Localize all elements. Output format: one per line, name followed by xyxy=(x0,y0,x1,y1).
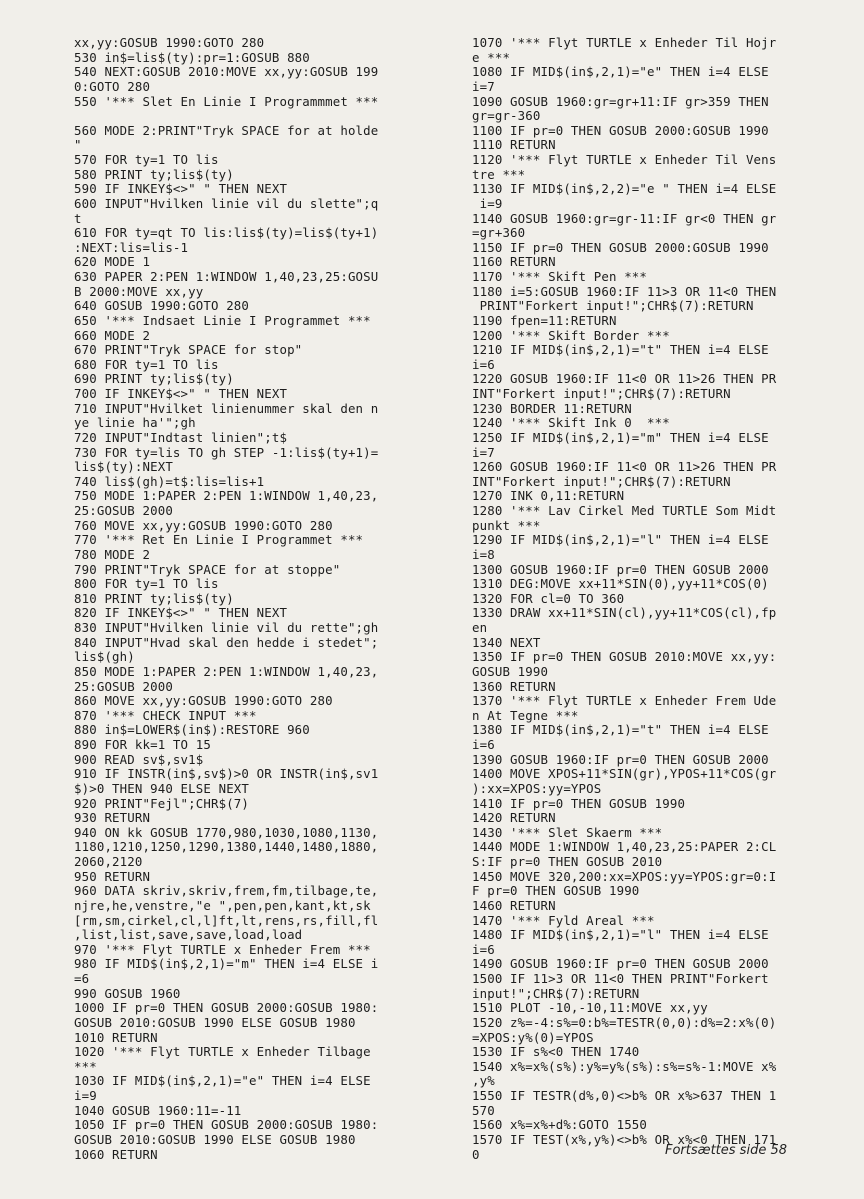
code-line: 620 MODE 1 xyxy=(74,254,151,270)
code-line: 1200 '*** Skift Border *** xyxy=(472,327,670,343)
code-line: GOSUB 1990 xyxy=(472,663,549,679)
code-line: INT"Forkert input!";CHR$(7):RETURN xyxy=(472,473,731,489)
code-line: tre *** xyxy=(472,166,526,182)
code-line: $)>0 THEN 940 ELSE NEXT xyxy=(74,780,250,796)
code-line: 720 INPUT"Indtast linien";t$ xyxy=(74,429,288,445)
code-line: 1060 RETURN xyxy=(74,1146,158,1162)
code-line: ):xx=XPOS:yy=YPOS xyxy=(472,780,602,796)
code-line: GOSUB 2010:GOSUB 1990 ELSE GOSUB 1980 xyxy=(74,1014,356,1030)
code-line: 1420 RETURN xyxy=(472,810,556,826)
code-line: 610 FOR ty=qt TO lis:lis$(ty)=lis$(ty+1) xyxy=(74,225,379,241)
code-line: en xyxy=(472,620,488,635)
code-line: 560 MODE 2:PRINT"Tryk SPACE for at holde xyxy=(74,122,379,138)
code-line: 960 DATA skriv,skriv,frem,fm,tilbage,te, xyxy=(74,883,379,899)
code-line: 980 IF MID$(in$,2,1)="m" THEN i=4 ELSE i xyxy=(74,956,379,972)
code-line: 1430 '*** Slet Skaerm *** xyxy=(472,824,663,840)
continued-note: Fortsættes side 58 xyxy=(665,1143,787,1158)
code-line: S:IF pr=0 THEN GOSUB 2010 xyxy=(472,854,663,869)
code-line: 1050 IF pr=0 THEN GOSUB 2000:GOSUB 1980: xyxy=(74,1117,379,1133)
code-line: 1280 '*** Lav Cirkel Med TURTLE Som Midt xyxy=(472,503,777,518)
code-line: gr=gr-360 xyxy=(472,108,541,124)
code-line: 1370 '*** Flyt TURTLE x Enheder Frem Ude xyxy=(472,693,777,709)
code-line: 1510 PLOT -10,-10,11:MOVE xx,yy xyxy=(472,1000,708,1016)
code-line: 1170 '*** Skift Pen *** xyxy=(472,269,648,284)
code-line: 800 FOR ty=1 TO lis xyxy=(74,576,219,592)
code-line: " xyxy=(74,137,82,153)
code-line: 970 '*** Flyt TURTLE x Enheder Frem *** xyxy=(74,941,371,957)
code-line: INT"Forkert input!";CHR$(7):RETURN xyxy=(472,386,731,401)
code-line: 1240 '*** Skift Ink 0 *** xyxy=(472,415,670,431)
code-line: 2060,2120 xyxy=(74,854,143,869)
code-line: 670 PRINT"Tryk SPACE for stop" xyxy=(74,342,303,358)
code-line: 1140 GOSUB 1960:gr=gr-11:IF gr<0 THEN gr xyxy=(472,210,777,226)
code-line: 930 RETURN xyxy=(74,810,151,826)
code-line: 1450 MOVE 320,200:xx=XPOS:yy=YPOS:gr=0:I xyxy=(472,868,777,884)
code-line: njre,he,venstre,"e ",pen,pen,kant,kt,sk xyxy=(74,897,371,913)
code-line: 1360 RETURN xyxy=(472,678,556,694)
code-line: 1410 IF pr=0 THEN GOSUB 1990 xyxy=(472,795,686,811)
code-line: 1560 x%=x%+d%:GOTO 1550 xyxy=(472,1117,648,1133)
code-line: 940 ON kk GOSUB 1770,980,1030,1080,1130, xyxy=(74,824,379,840)
code-line: 25:GOSUB 2000 xyxy=(74,503,173,518)
code-line: 810 PRINT ty;lis$(ty) xyxy=(74,590,234,606)
code-line: 900 READ sv$,sv1$ xyxy=(74,751,204,767)
code-line: 0 xyxy=(472,1146,480,1162)
code-line: 1180,1210,1250,1290,1380,1440,1480,1880, xyxy=(74,839,379,855)
code-line: 1150 IF pr=0 THEN GOSUB 2000:GOSUB 1990 xyxy=(472,239,769,255)
code-line: punkt *** xyxy=(472,517,541,533)
code-line: 1570 IF TEST(x%,y%)<>b% OR x%<0 THEN 171 xyxy=(472,1131,777,1147)
code-line: 1020 '*** Flyt TURTLE x Enheder Tilbage xyxy=(74,1044,371,1060)
code-line: 1040 GOSUB 1960:11=-11 xyxy=(74,1102,242,1118)
code-line: 1100 IF pr=0 THEN GOSUB 2000:GOSUB 1990 xyxy=(472,122,769,138)
code-line: 1260 GOSUB 1960:IF 11<0 OR 11>26 THEN PR xyxy=(472,459,777,475)
code-line: 1210 IF MID$(in$,2,1)="t" THEN i=4 ELSE xyxy=(472,342,769,358)
code-line: i=7 xyxy=(472,444,495,460)
code-line: 570 xyxy=(472,1102,495,1118)
code-line: 1520 z%=-4:s%=0:b%=TESTR(0,0):d%=2:x%(0) xyxy=(472,1014,777,1030)
code-line: 650 '*** Indsaet Linie I Programmet *** xyxy=(74,312,371,328)
code-line: 950 RETURN xyxy=(74,868,151,884)
code-line: 1350 IF pr=0 THEN GOSUB 2010:MOVE xx,yy: xyxy=(472,649,777,665)
code-line: 1300 GOSUB 1960:IF pr=0 THEN GOSUB 2000 xyxy=(472,561,769,577)
code-line: 920 PRINT"Fejl";CHR$(7) xyxy=(74,795,250,811)
code-line: 770 '*** Ret En Linie I Programmet *** xyxy=(74,532,364,548)
code-line: 640 GOSUB 1990:GOTO 280 xyxy=(74,298,250,314)
code-line: ,y% xyxy=(472,1073,495,1089)
code-line: 1500 IF 11>3 OR 11<0 THEN PRINT"Forkert xyxy=(472,971,769,986)
code-line: 1550 IF TESTR(d%,0)<>b% OR x%>637 THEN 1 xyxy=(472,1088,777,1103)
code-line: 910 IF INSTR(in$,sv$)>0 OR INSTR(in$,sv1 xyxy=(74,766,379,782)
code-line: 850 MODE 1:PAPER 2:PEN 1:WINDOW 1,40,23, xyxy=(74,663,379,679)
code-line: lis$(ty):NEXT xyxy=(74,459,173,475)
code-line: 580 PRINT ty;lis$(ty) xyxy=(74,166,234,182)
code-line: ye linie ha'";gh xyxy=(74,415,196,431)
code-line: lis$(gh) xyxy=(74,649,135,665)
code-line: 750 MODE 1:PAPER 2:PEN 1:WINDOW 1,40,23, xyxy=(74,488,379,504)
code-line: i=6 xyxy=(472,941,495,957)
code-line: =XPOS:y%(0)=YPOS xyxy=(472,1029,594,1045)
code-line: 1230 BORDER 11:RETURN xyxy=(472,400,632,416)
code-line: ,list,list,save,save,load,load xyxy=(74,927,303,943)
code-line: :NEXT:lis=lis-1 xyxy=(74,239,189,255)
code-line: 1530 IF s%<0 THEN 1740 xyxy=(472,1044,640,1060)
code-line: 1380 IF MID$(in$,2,1)="t" THEN i=4 ELSE xyxy=(472,722,769,738)
code-line: i=7 xyxy=(472,78,495,94)
code-line: 780 MODE 2 xyxy=(74,546,151,562)
code-line: 760 MOVE xx,yy:GOSUB 1990:GOTO 280 xyxy=(74,517,333,533)
code-line: 1400 MOVE XPOS+11*SIN(gr),YPOS+11*COS(gr xyxy=(472,766,777,782)
code-line: 1490 GOSUB 1960:IF pr=0 THEN GOSUB 2000 xyxy=(472,956,769,972)
code-line: t xyxy=(74,210,82,226)
code-line: 830 INPUT"Hvilken linie vil du rette";gh xyxy=(74,620,379,635)
code-line: 590 IF INKEY$<>" " THEN NEXT xyxy=(74,181,288,197)
code-line: 1310 DEG:MOVE xx+11*SIN(0),yy+11*COS(0) xyxy=(472,576,769,592)
code-line: 1390 GOSUB 1960:IF pr=0 THEN GOSUB 2000 xyxy=(472,751,769,767)
code-line: =6 xyxy=(74,971,90,986)
code-line: 890 FOR kk=1 TO 15 xyxy=(74,737,211,752)
code-line: 1340 NEXT xyxy=(472,634,541,650)
code-line: 1320 FOR cl=0 TO 360 xyxy=(472,590,625,606)
code-line: 880 in$=LOWER$(in$):RESTORE 960 xyxy=(74,722,310,738)
code-line: 550 '*** Slet En Linie I Programmmet *** xyxy=(74,93,379,109)
code-line: 860 MOVE xx,yy:GOSUB 1990:GOTO 280 xyxy=(74,693,333,709)
code-line: 530 in$=lis$(ty):pr=1:GOSUB 880 xyxy=(74,49,310,65)
code-line: 990 GOSUB 1960 xyxy=(74,985,181,1001)
code-line: 540 NEXT:GOSUB 2010:MOVE xx,yy:GOSUB 199 xyxy=(74,64,379,80)
code-line: 630 PAPER 2:PEN 1:WINDOW 1,40,23,25:GOSU xyxy=(74,269,379,284)
code-line: 1460 RETURN xyxy=(472,897,556,913)
code-line: 1440 MODE 1:WINDOW 1,40,23,25:PAPER 2:CL xyxy=(472,839,777,855)
code-line: i=9 xyxy=(472,195,503,211)
code-line: 870 '*** CHECK INPUT *** xyxy=(74,707,257,723)
code-line: 25:GOSUB 2000 xyxy=(74,678,173,694)
code-line: GOSUB 2010:GOSUB 1990 ELSE GOSUB 1980 xyxy=(74,1131,356,1147)
code-line: 660 MODE 2 xyxy=(74,327,151,343)
code-line: [rm,sm,cirkel,cl,l]ft,lt,rens,rs,fill,fl xyxy=(74,912,379,928)
listing-column-right xyxy=(472,36,816,1162)
code-line: 1070 '*** Flyt TURTLE x Enheder Til Hojr xyxy=(472,35,777,50)
code-line: 1000 IF pr=0 THEN GOSUB 2000:GOSUB 1980: xyxy=(74,1000,379,1016)
code-line: 730 FOR ty=lis TO gh STEP -1:lis$(ty+1)= xyxy=(74,444,379,460)
code-line: 820 IF INKEY$<>" " THEN NEXT xyxy=(74,605,288,621)
code-line: 1330 DRAW xx+11*SIN(cl),yy+11*COS(cl),fp xyxy=(472,605,777,621)
code-line: =gr+360 xyxy=(472,225,526,241)
code-line: 600 INPUT"Hvilken linie vil du slette";q xyxy=(74,195,379,211)
code-line: 1480 IF MID$(in$,2,1)="l" THEN i=4 ELSE xyxy=(472,927,769,943)
code-line: 1190 fpen=11:RETURN xyxy=(472,312,617,328)
code-line: 1470 '*** Fyld Areal *** xyxy=(472,912,655,928)
code-line: 1250 IF MID$(in$,2,1)="m" THEN i=4 ELSE xyxy=(472,429,769,445)
code-line: 840 INPUT"Hvad skal den hedde i stedet"; xyxy=(74,634,379,650)
code-line: 680 FOR ty=1 TO lis xyxy=(74,356,219,372)
code-line: 1120 '*** Flyt TURTLE x Enheder Til Vens xyxy=(472,152,777,167)
code-line xyxy=(74,109,420,124)
code-line: xx,yy:GOSUB 1990:GOTO 280 xyxy=(74,35,265,50)
code-line: 1130 IF MID$(in$,2,2)="e " THEN i=4 ELSE xyxy=(472,181,777,197)
code-line: 1010 RETURN xyxy=(74,1029,158,1045)
code-line: 570 FOR ty=1 TO lis xyxy=(74,152,219,167)
code-line: 1160 RETURN xyxy=(472,254,556,270)
code-line: 1540 x%=x%(s%):y%=y%(s%):s%=s%-1:MOVE x% xyxy=(472,1058,777,1074)
code-line: B 2000:MOVE xx,yy xyxy=(74,283,204,299)
code-line: i=6 xyxy=(472,737,495,752)
code-line: 740 lis$(gh)=t$:lis=lis+1 xyxy=(74,473,265,489)
code-line: 700 IF INKEY$<>" " THEN NEXT xyxy=(74,386,288,401)
code-line: 710 INPUT"Hvilket linienummer skal den n xyxy=(74,400,379,416)
code-line: *** xyxy=(74,1058,97,1074)
code-line: 1220 GOSUB 1960:IF 11<0 OR 11>26 THEN PR xyxy=(472,371,777,387)
code-line: 1180 i=5:GOSUB 1960:IF 11>3 OR 11<0 THEN xyxy=(472,283,777,299)
code-line: 1290 IF MID$(in$,2,1)="l" THEN i=4 ELSE xyxy=(472,532,769,548)
code-line: i=8 xyxy=(472,546,495,562)
code-line: 0:GOTO 280 xyxy=(74,78,151,94)
code-line: 1270 INK 0,11:RETURN xyxy=(472,488,625,504)
code-line: F pr=0 THEN GOSUB 1990 xyxy=(472,883,640,899)
code-line: PRINT"Forkert input!";CHR$(7):RETURN xyxy=(472,298,754,314)
code-line: 1090 GOSUB 1960:gr=gr+11:IF gr>359 THEN xyxy=(472,93,769,109)
code-line: e *** xyxy=(472,49,511,65)
code-line: 690 PRINT ty;lis$(ty) xyxy=(74,371,234,387)
listing-column-left xyxy=(74,36,420,1162)
code-line: i=6 xyxy=(472,356,495,372)
code-line: 1110 RETURN xyxy=(472,137,556,153)
code-line: n At Tegne *** xyxy=(472,707,579,723)
code-line: 1030 IF MID$(in$,2,1)="e" THEN i=4 ELSE xyxy=(74,1073,371,1089)
code-line: i=9 xyxy=(74,1088,97,1103)
code-line: 1080 IF MID$(in$,2,1)="e" THEN i=4 ELSE xyxy=(472,64,769,80)
code-line: 790 PRINT"Tryk SPACE for at stoppe" xyxy=(74,561,341,577)
code-line: input!";CHR$(7):RETURN xyxy=(472,985,640,1001)
